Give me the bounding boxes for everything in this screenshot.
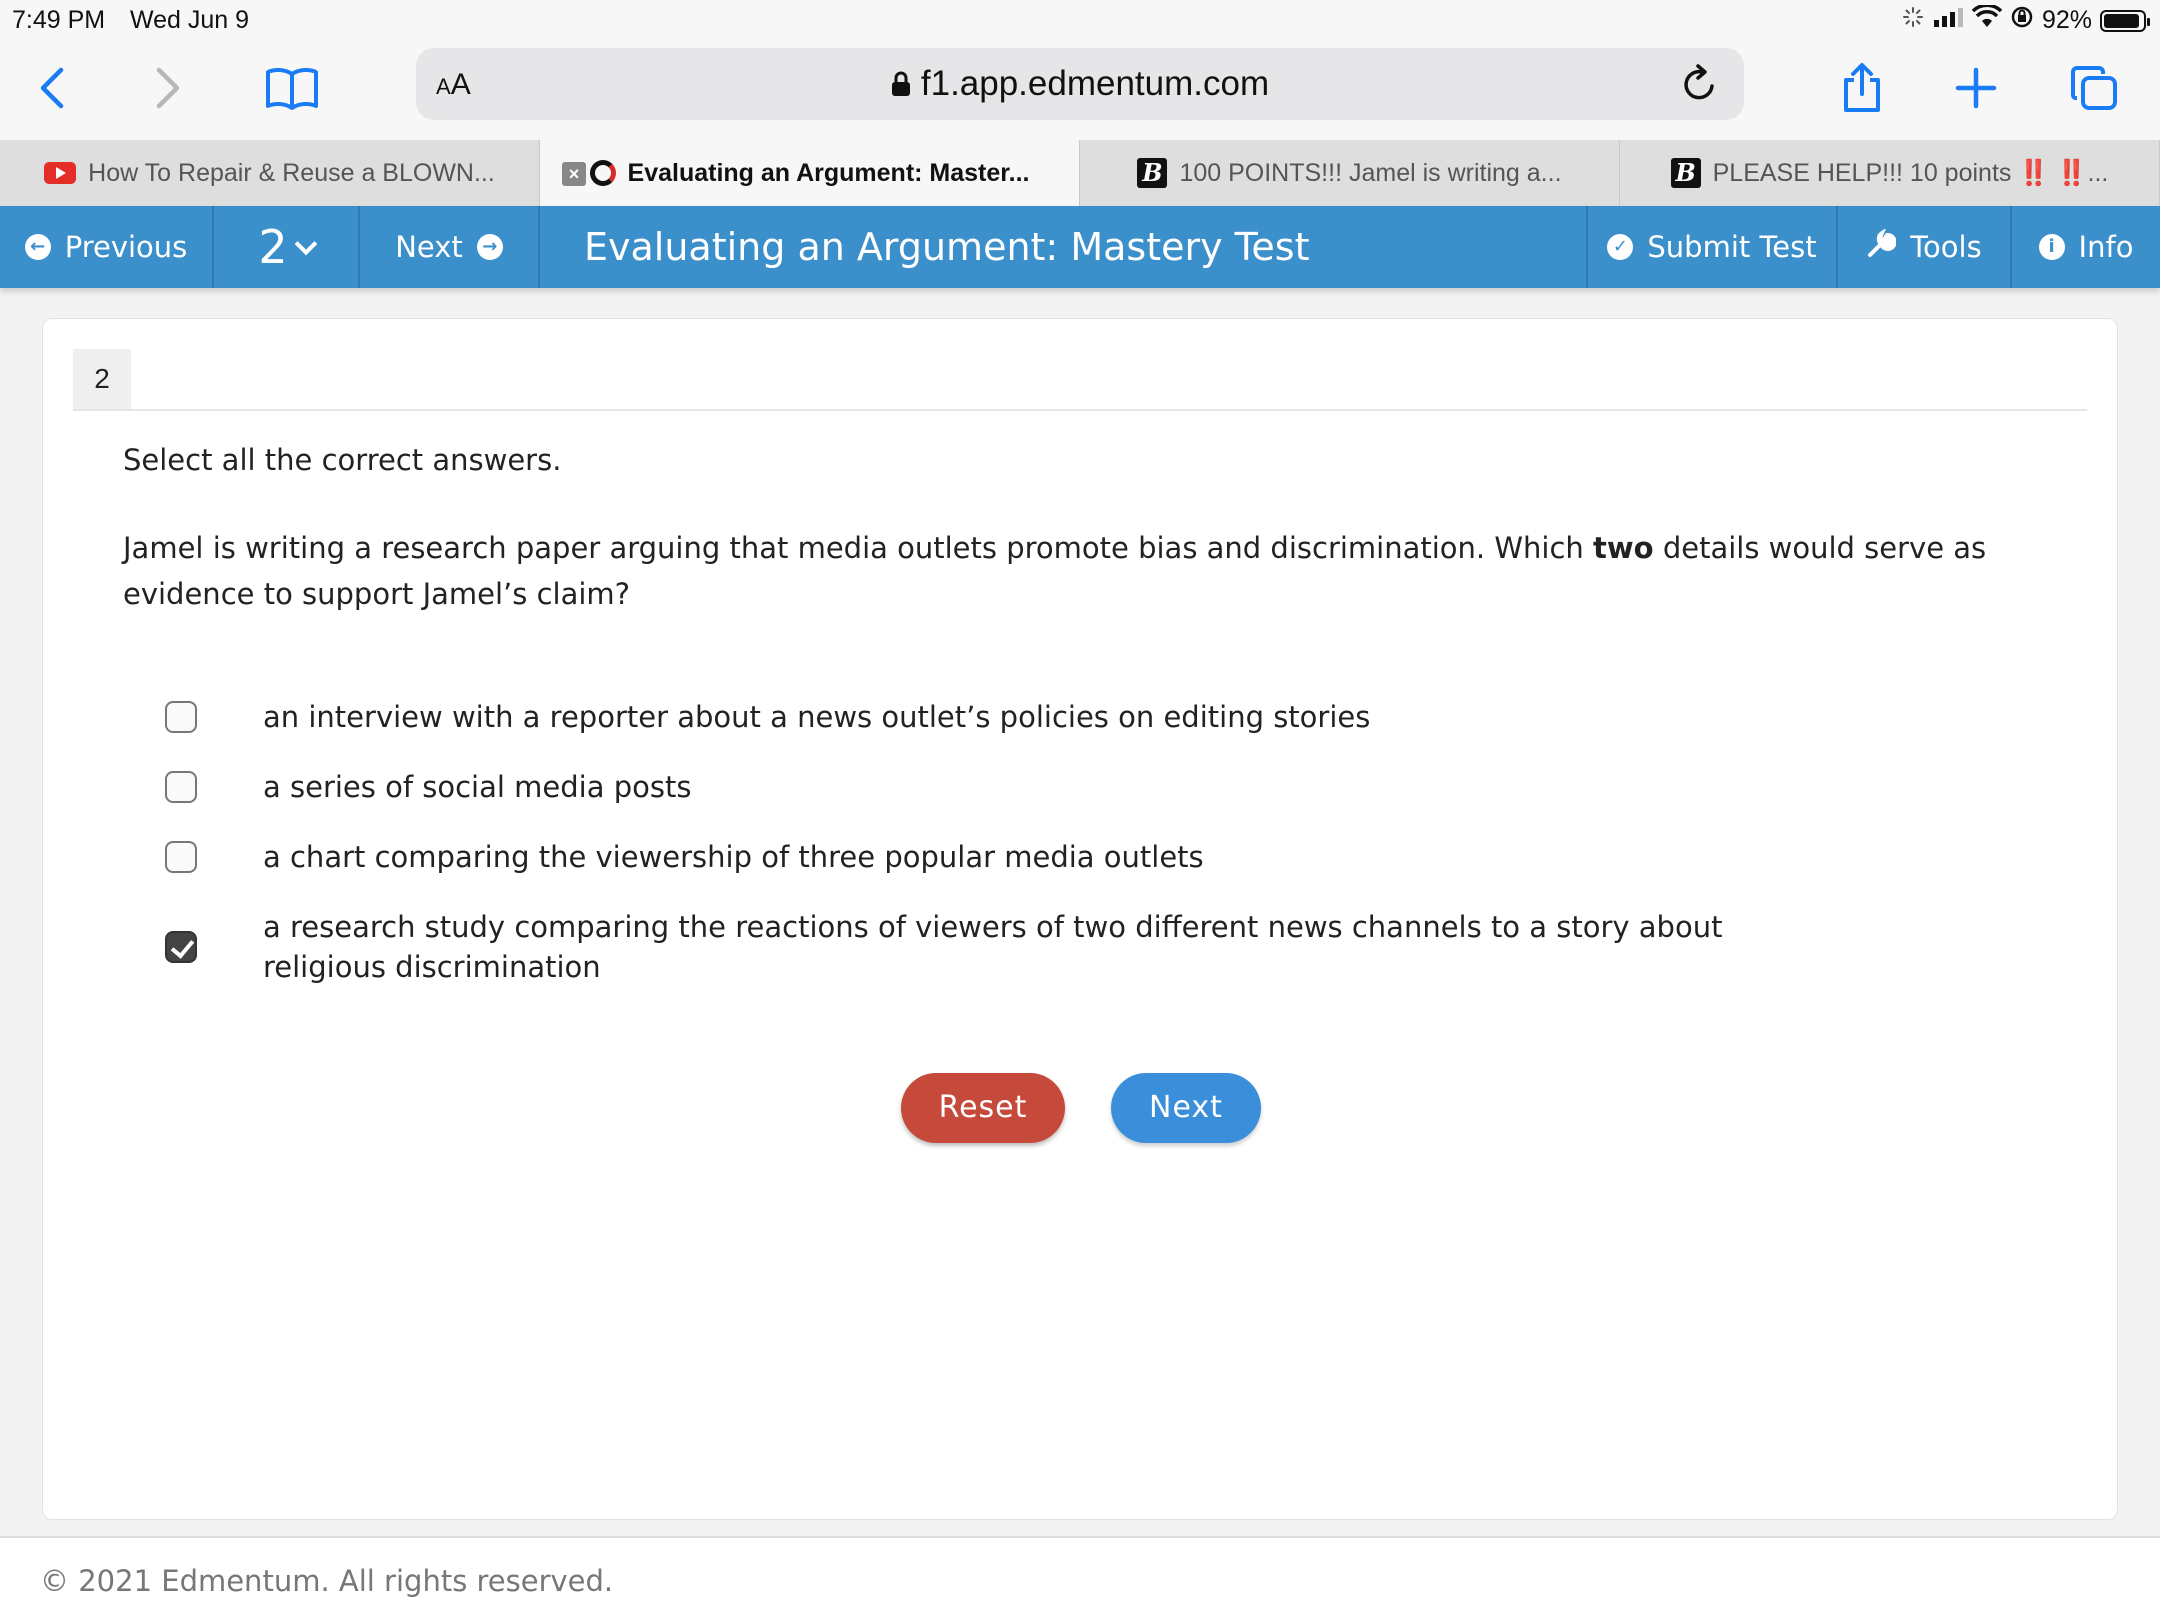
tab-label: Evaluating an Argument: Master... xyxy=(627,158,1030,187)
browser-tab-edmentum[interactable] xyxy=(540,140,1080,206)
status-bar xyxy=(0,0,2160,40)
prompt-text-end: details would serve as evidence to support Jamel’s claim? xyxy=(123,531,1987,611)
check-circle-icon: ✓ xyxy=(1607,234,1633,260)
cellular-signal-icon xyxy=(1932,6,1964,35)
status-time: 7:49 PM xyxy=(12,6,106,34)
next-label: Next xyxy=(395,230,463,264)
battery-icon xyxy=(2100,10,2146,32)
reload-icon[interactable] xyxy=(1680,62,1720,109)
brainly-favicon-icon: B xyxy=(1671,158,1701,188)
answer-option-4[interactable] xyxy=(165,907,1722,987)
question-prompt xyxy=(123,525,2023,617)
status-date: Wed Jun 9 xyxy=(130,6,250,34)
next-button[interactable]: Next xyxy=(1111,1073,1261,1143)
reader-settings-button[interactable]: AA xyxy=(436,68,471,101)
answer-text-line: a research study comparing the reactions of viewers of two different news channels to a story about xyxy=(263,910,1723,944)
answer-text xyxy=(263,907,1722,987)
page-footer xyxy=(0,1536,2160,1620)
answer-checkbox[interactable] xyxy=(165,841,197,873)
next-nav-button[interactable] xyxy=(360,206,540,288)
arrow-left-circle-icon: ← xyxy=(25,234,51,260)
browser-tab-bar xyxy=(0,140,2160,206)
browser-toolbar xyxy=(0,40,2160,140)
wifi-icon xyxy=(1972,5,2002,36)
aa-label: A xyxy=(450,68,471,101)
question-instruction: Select all the correct answers. xyxy=(123,443,562,477)
tabs-overview-icon[interactable] xyxy=(2064,58,2124,118)
question-card xyxy=(42,318,2118,1520)
orientation-lock-icon xyxy=(2010,5,2034,36)
battery-percent: 92% xyxy=(2041,6,2092,34)
reset-button[interactable]: Reset xyxy=(901,1073,1065,1143)
tab-label: PLEASE HELP!!! 10 points ‼️ ‼️... xyxy=(1712,158,2109,187)
answer-checkbox[interactable] xyxy=(165,771,197,803)
divider xyxy=(73,409,2087,411)
prompt-emphasis: two xyxy=(1593,531,1654,565)
status-right xyxy=(1902,5,2146,36)
wrench-icon xyxy=(1866,229,1896,266)
arrow-right-circle-icon: → xyxy=(477,234,503,260)
test-title: Evaluating an Argument: Mastery Test xyxy=(584,225,1310,269)
info-label: Info xyxy=(2078,230,2134,264)
answer-option-1[interactable] xyxy=(165,697,1370,737)
edmentum-favicon-icon xyxy=(590,160,616,186)
browser-tab-brainly-1[interactable] xyxy=(1080,140,1620,206)
previous-label: Previous xyxy=(64,230,188,264)
answer-text: a chart comparing the viewership of three popular media outlets xyxy=(263,840,1204,874)
new-tab-icon[interactable] xyxy=(1946,58,2006,118)
answer-option-2[interactable] xyxy=(165,767,691,807)
test-header-bar xyxy=(0,206,2160,288)
browser-tab-youtube[interactable] xyxy=(0,140,540,206)
prompt-text-start: Jamel is writing a research paper arguing that media outlets promote bias and discrimination. Which xyxy=(123,531,1594,565)
youtube-favicon-icon xyxy=(44,162,76,184)
tab-label: 100 POINTS!!! Jamel is writing a... xyxy=(1179,158,1562,187)
bookmarks-icon[interactable] xyxy=(262,58,322,118)
forward-icon[interactable] xyxy=(138,58,198,118)
brainly-favicon-icon: B xyxy=(1137,158,1167,188)
info-icon: i xyxy=(2039,234,2065,260)
answer-checkbox[interactable] xyxy=(165,701,197,733)
tools-button[interactable] xyxy=(1836,206,2010,288)
address-bar[interactable] xyxy=(416,48,1744,120)
submit-test-button[interactable] xyxy=(1586,206,1836,288)
answer-option-3[interactable] xyxy=(165,837,1204,877)
answer-text: an interview with a reporter about a news outlet’s policies on editing stories xyxy=(263,700,1371,734)
share-icon[interactable] xyxy=(1832,58,1892,118)
answer-checkbox-checked[interactable] xyxy=(165,931,197,963)
question-tab-number: 2 xyxy=(73,349,131,409)
lock-icon xyxy=(891,66,911,106)
chevron-down-icon xyxy=(294,233,317,256)
url-display[interactable] xyxy=(416,64,1744,106)
answer-text: a series of social media posts xyxy=(263,770,692,804)
info-button[interactable] xyxy=(2010,206,2160,288)
activity-icon xyxy=(1902,6,1924,35)
answer-text-line: religious discrimination xyxy=(263,950,601,984)
submit-label: Submit Test xyxy=(1647,230,1817,264)
tools-label: Tools xyxy=(1910,230,1982,264)
question-selector[interactable] xyxy=(214,206,360,288)
close-tab-icon[interactable]: × xyxy=(562,162,586,186)
back-icon[interactable] xyxy=(22,58,82,118)
question-number: 2 xyxy=(258,220,288,274)
previous-button[interactable] xyxy=(0,206,214,288)
tab-label: How To Repair & Reuse a BLOWN... xyxy=(88,158,495,187)
browser-tab-brainly-2[interactable] xyxy=(1620,140,2160,206)
url-text: f1.app.edmentum.com xyxy=(920,64,1270,103)
copyright-text: © 2021 Edmentum. All rights reserved. xyxy=(40,1564,614,1598)
